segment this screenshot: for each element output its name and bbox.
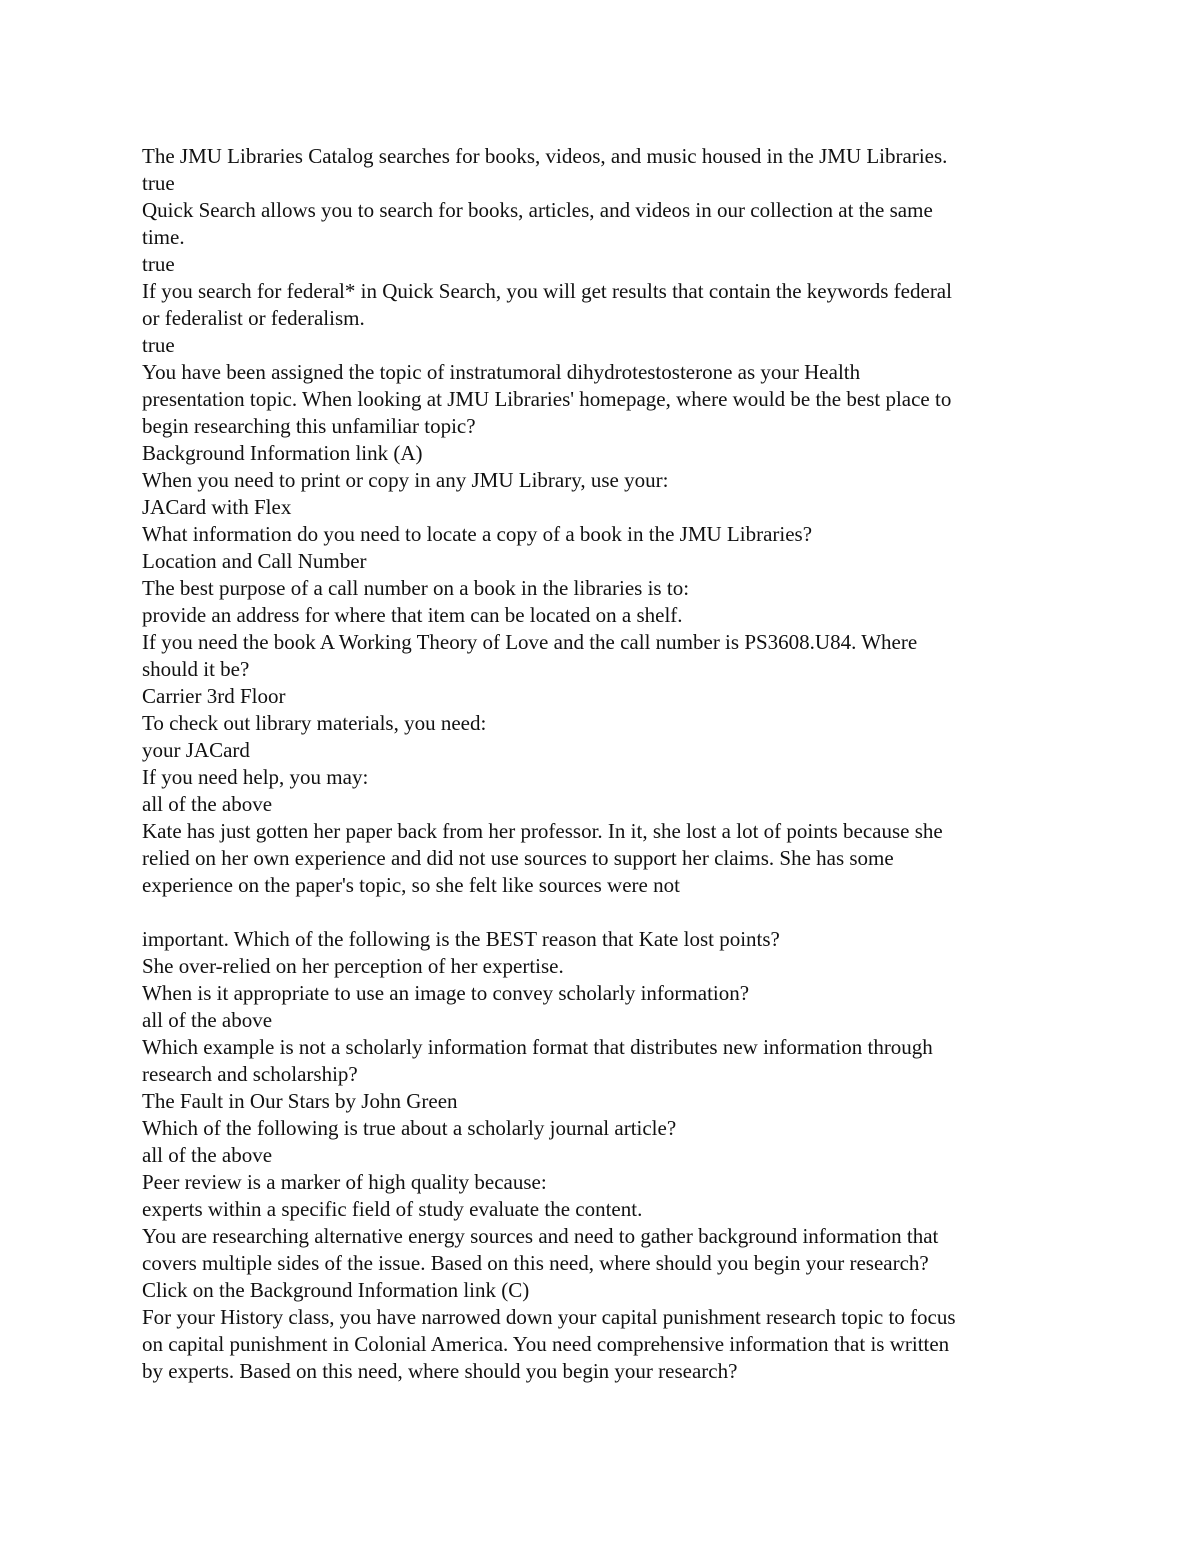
text-line: experience on the paper's topic, so she felt like sources were not [142,873,680,897]
text-line: Kate has just gotten her paper back from her professor. In it, she lost a lot of points because she [142,819,943,843]
text-line: If you need help, you may: [142,765,369,789]
paragraph-gap [142,899,1062,926]
text-line: all of the above [142,792,273,816]
text-line: all of the above [142,1143,273,1167]
text-line: provide an address for where that item can be located on a shelf. [142,603,683,627]
document-body [142,143,1062,1385]
text-line: The Fault in Our Stars by John Green [142,1089,458,1113]
text-line: research and scholarship? [142,1062,358,1086]
text-line: should it be? [142,657,250,681]
text-line: Which of the following is true about a scholarly journal article? [142,1116,677,1140]
text-line: Location and Call Number [142,549,367,573]
text-line: Click on the Background Information link (C) [142,1278,530,1302]
text-line: She over-relied on her perception of her expertise. [142,954,564,978]
text-line: covers multiple sides of the issue. Based on this need, where should you begin your research? [142,1251,929,1275]
text-line: Quick Search allows you to search for books, articles, and videos in our collection at the same [142,198,933,222]
text-line: presentation topic. When looking at JMU Libraries' homepage, where would be the best place to [142,387,952,411]
text-line: What information do you need to locate a copy of a book in the JMU Libraries? [142,522,813,546]
text-line: You have been assigned the topic of instratumoral dihydrotestosterone as your Health [142,360,861,384]
text-line: When you need to print or copy in any JMU Library, use your: [142,468,669,492]
text-line: Background Information link (A) [142,441,423,465]
text-line: on capital punishment in Colonial America. You need comprehensive information that is written [142,1332,950,1356]
text-line: Which example is not a scholarly information format that distributes new information through [142,1035,933,1059]
text-line: If you search for federal* in Quick Search, you will get results that contain the keywords federal [142,279,952,303]
text-line: Peer review is a marker of high quality because: [142,1170,547,1194]
text-line: If you need the book A Working Theory of Love and the call number is PS3608.U84. Where [142,630,918,654]
text-line: by experts. Based on this need, where should you begin your research? [142,1359,738,1383]
text-line: your JACard [142,738,250,762]
text-line: When is it appropriate to use an image to convey scholarly information? [142,981,750,1005]
text-line: time. [142,225,185,249]
text-line: important. Which of the following is the BEST reason that Kate lost points? [142,927,780,951]
text-line: all of the above [142,1008,273,1032]
text-line: You are researching alternative energy sources and need to gather background information that [142,1224,939,1248]
text-line: The best purpose of a call number on a book in the libraries is to: [142,576,690,600]
text-line: or federalist or federalism. [142,306,365,330]
text-line: true [142,333,175,357]
text-line: true [142,252,175,276]
text-line: The JMU Libraries Catalog searches for books, videos, and music housed in the JMU Libraries. [142,144,948,168]
text-line: relied on her own experience and did not use sources to support her claims. She has some [142,846,894,870]
text-line: Carrier 3rd Floor [142,684,286,708]
text-line: To check out library materials, you need: [142,711,487,735]
text-line: begin researching this unfamiliar topic? [142,414,476,438]
text-line: JACard with Flex [142,495,292,519]
text-line: For your History class, you have narrowed down your capital punishment research topic to focus [142,1305,956,1329]
text-line: true [142,171,175,195]
text-line: experts within a specific field of study evaluate the content. [142,1197,643,1221]
